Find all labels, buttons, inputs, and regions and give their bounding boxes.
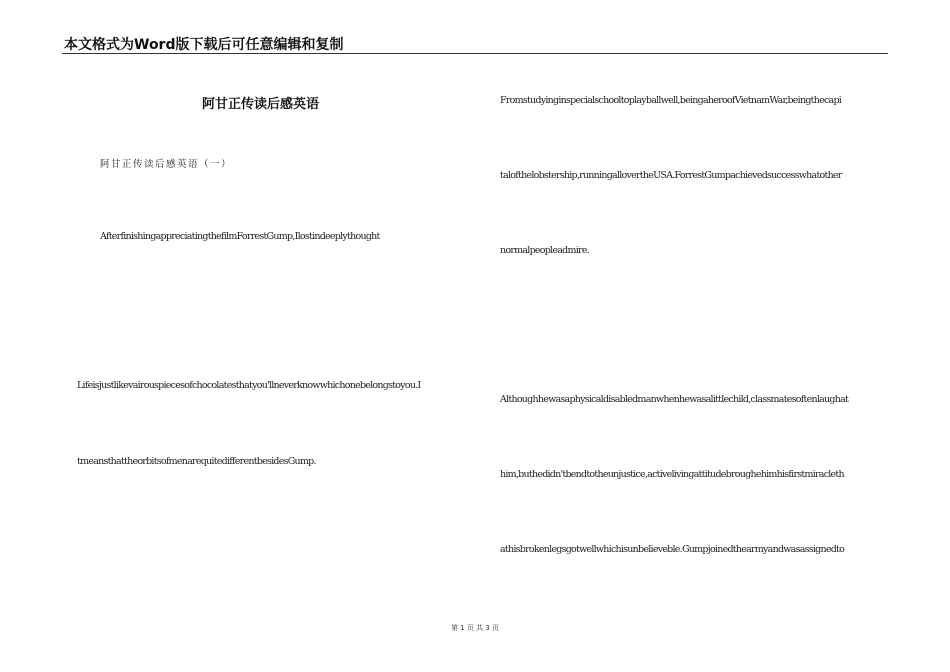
header-divider	[62, 53, 888, 54]
document-header: 本文格式为Word版下载后可任意编辑和复制	[64, 37, 344, 53]
right-paragraph-line-4: Althoughhewasaphysicaldisabledmanwhenhewasalittlechild,classmatesoftenlaughat	[500, 394, 849, 405]
page-number-footer: 第 1 页 共 3 页	[450, 624, 500, 632]
right-paragraph-line-1: Fromstudyinginspecialschooltoplayballwell,beingaheroofVietnamWar,beingthecapi	[500, 95, 842, 106]
left-paragraph-line-1: AfterfinishingappreciatingthefilmForrestGump,Ilostindeeplythought	[100, 231, 380, 242]
section-subtitle: 阿甘正传读后感英语（一）	[100, 159, 233, 170]
left-paragraph-line-2: Lifeisjustlikevairouspiecesofchocolatesthatyou'llneverknowwhichonebelongstoyou.I	[77, 380, 421, 391]
document-title: 阿甘正传读后感英语	[202, 97, 320, 112]
right-paragraph-line-3: normalpeopleadmire.	[500, 245, 589, 256]
right-paragraph-line-6: athisbrokenlegsgotwellwhichisunbelieveble.Gumpjoinedthearmyandwasassignedto	[500, 544, 845, 555]
right-paragraph-line-2: talofthelobstership,runningallovertheUSA.ForrestGumpachievedsuccesswhatother	[500, 170, 842, 181]
left-paragraph-line-3: tmeansthattheorbitsofmenarequitedifferentbesidesGump.	[77, 456, 316, 467]
right-paragraph-line-5: him,buthedidn'tbendtotheunjustice,activelivingattitudebroughehimhisfirstmiracleth	[500, 469, 844, 480]
